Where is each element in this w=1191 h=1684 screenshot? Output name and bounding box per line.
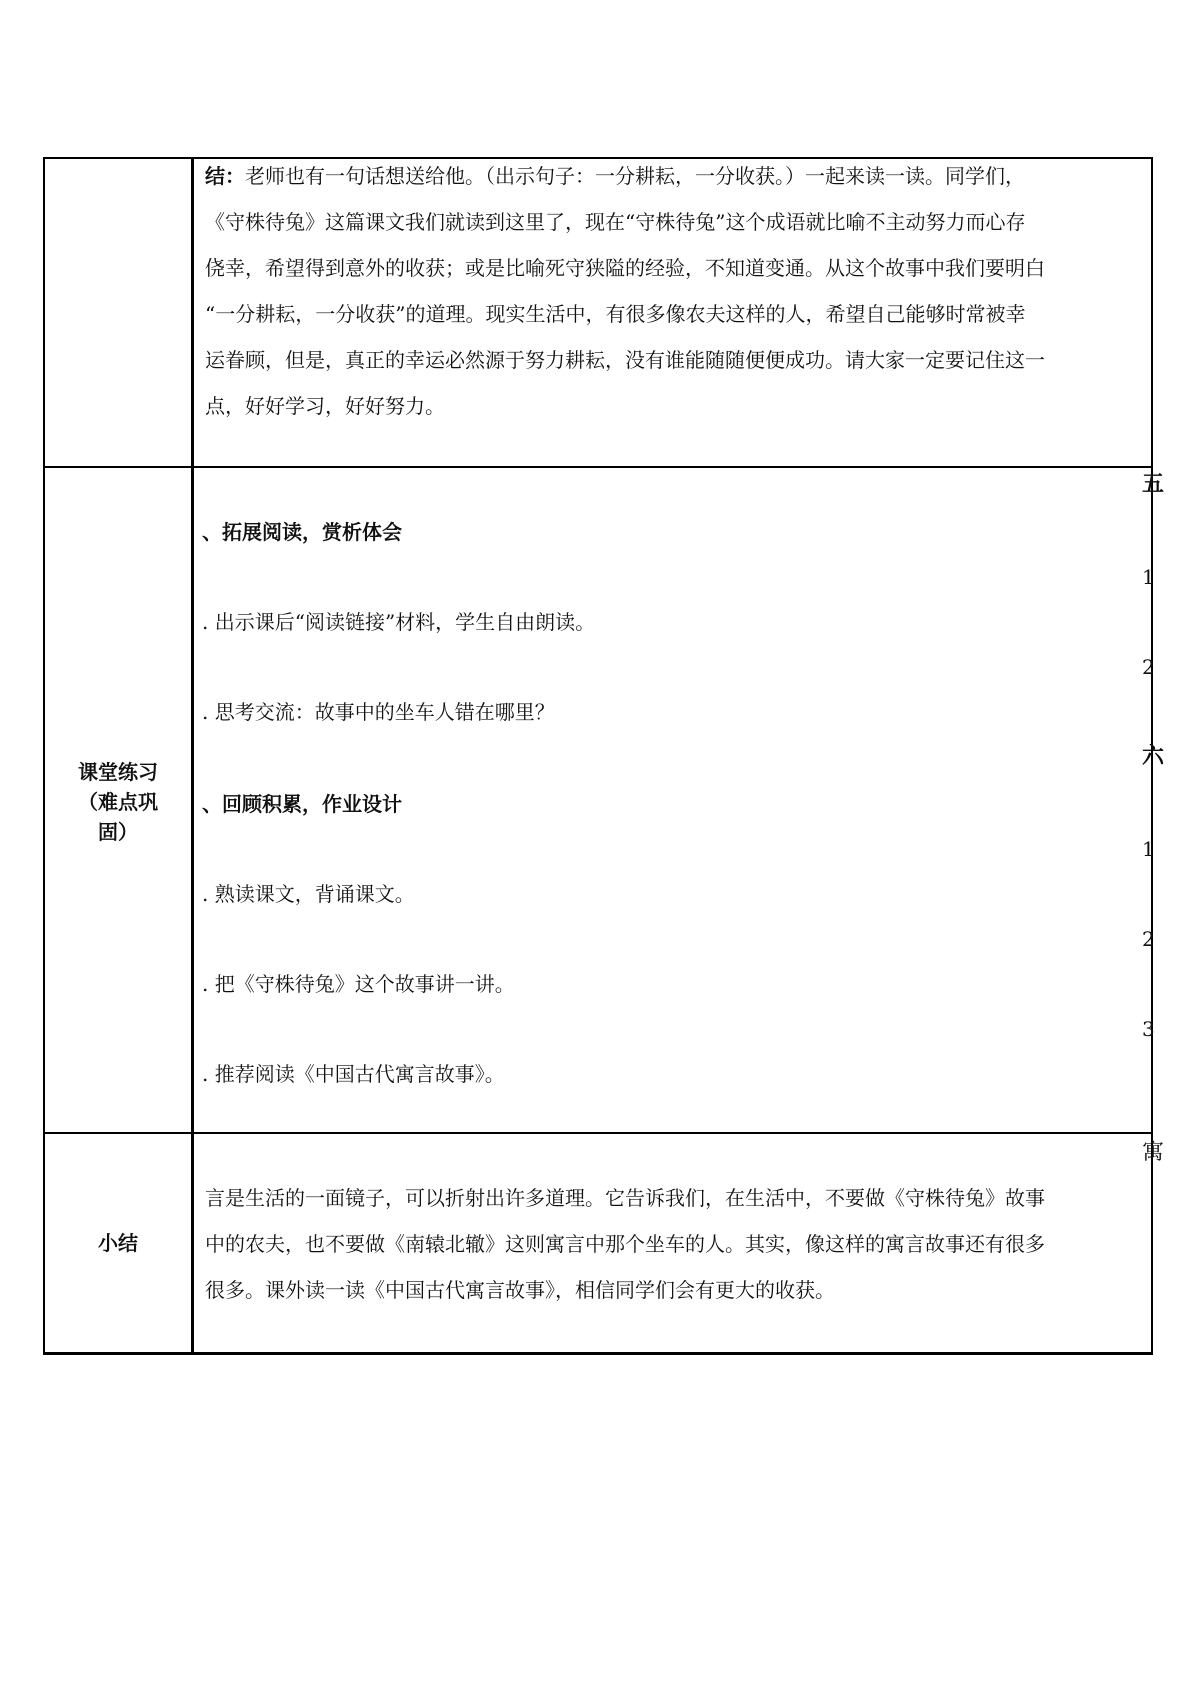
margin-char: 五 (1142, 472, 1165, 497)
table-border-left (43, 157, 45, 1355)
margin-char: 2 (1142, 655, 1155, 679)
practice-section-heading: 、拓展阅读，赏析体会 (202, 520, 402, 544)
margin-char: 2 (1142, 927, 1155, 951)
practice-item: . 把《守株待兔》这个故事讲一讲。 (202, 972, 515, 996)
closing-line-2: 中的农夫，也不要做《南辕北辙》这则寓言中那个坐车的人。其实，像这样的寓言故事还有很多 (205, 1232, 1045, 1256)
margin-char: 寓 (1142, 1140, 1165, 1165)
closing-label: 小结 (98, 1231, 138, 1255)
practice-item: . 熟读课文，背诵课文。 (202, 882, 415, 906)
practice-label-line-2: （难点巩 (78, 790, 158, 814)
table-row-divider-2 (43, 1132, 1153, 1134)
margin-char: 1 (1142, 565, 1155, 589)
summary-line-4: “一分耕耘，一分收获”的道理。现实生活中，有很多像农夫这样的人，希望自己能够时常被幸 (205, 302, 1026, 326)
closing-line-3: 很多。课外读一读《中国古代寓言故事》，相信同学们会有更大的收获。 (205, 1278, 835, 1302)
table-divider-column (191, 157, 194, 1355)
closing-line-1: 言是生活的一面镜子，可以折射出许多道理。它告诉我们，在生活中，不要做《守株待兔》故事 (205, 1186, 1045, 1210)
practice-section-heading: 、回顾积累，作业设计 (202, 792, 402, 816)
margin-char: 1 (1142, 837, 1155, 861)
summary-lead: 结： (205, 164, 245, 188)
practice-item: . 推荐阅读《中国古代寓言故事》。 (202, 1062, 505, 1086)
summary-line-1: 结：老师也有一句话想送给他。（出示句子：一分耕耘，一分收获。）一起来读一读。同学们， (205, 164, 1025, 188)
summary-line-3: 侥幸，希望得到意外的收获；或是比喻死守狭隘的经验，不知道变通。从这个故事中我们要明白 (205, 256, 1045, 280)
practice-label-line-1: 课堂练习 (78, 760, 158, 784)
practice-label (44, 757, 192, 847)
closing-paragraph (205, 1175, 1045, 1313)
margin-char: 3 (1142, 1017, 1155, 1041)
margin-char: 六 (1142, 744, 1165, 769)
table-row-divider-1 (43, 466, 1153, 468)
summary-line-2: 《守株待兔》这篇课文我们就读到这里了，现在“守株待兔”这个成语就比喻不主动努力而心存 (205, 210, 1026, 234)
summary-line-5: 运眷顾，但是，真正的幸运必然源于努力耕耘，没有谁能随随便便成功。请大家一定要记住这一 (205, 348, 1045, 372)
practice-item: . 思考交流：故事中的坐车人错在哪里？ (202, 700, 555, 724)
practice-label-line-3: 固） (98, 820, 138, 844)
summary-paragraph (205, 153, 1045, 429)
table-border-bottom (43, 1352, 1153, 1355)
practice-item: . 出示课后“阅读链接”材料，学生自由朗读。 (202, 610, 596, 634)
summary-line-6: 点，好好学习，好好努力。 (205, 394, 445, 418)
